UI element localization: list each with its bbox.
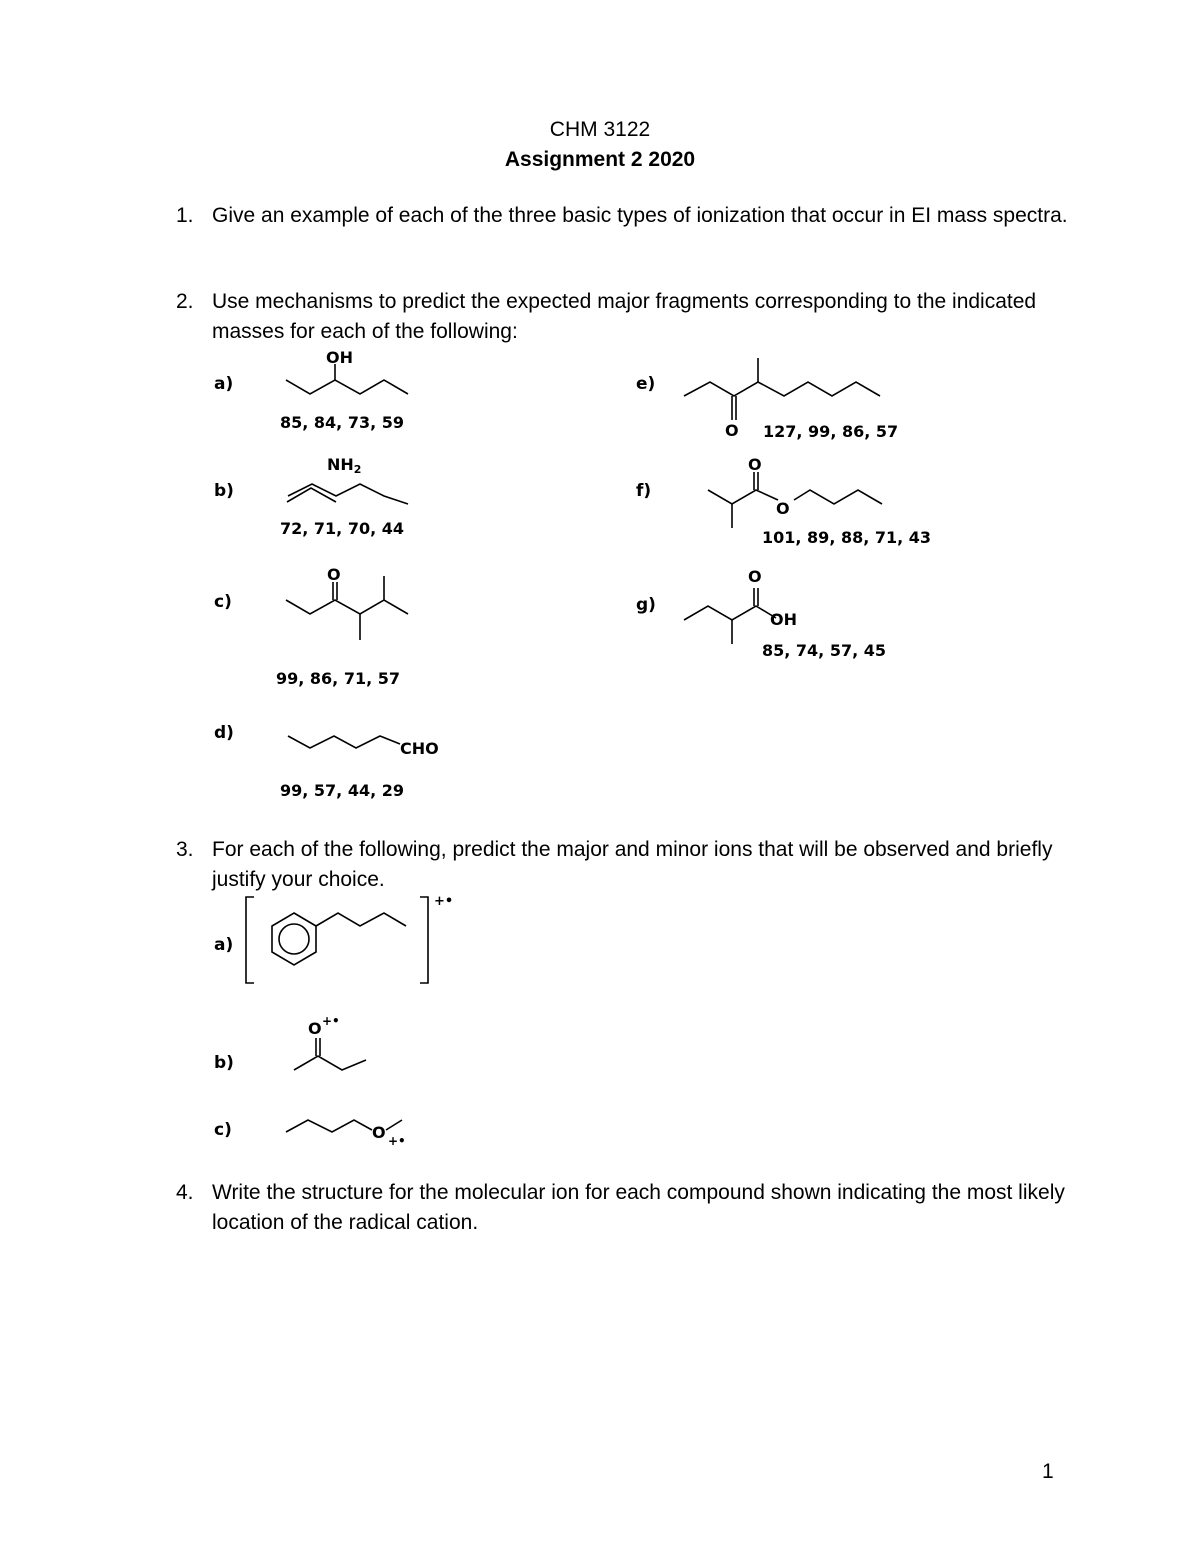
q3b-structure	[290, 1032, 380, 1080]
q3c-radical-cation-charge: +•	[388, 1134, 406, 1148]
q2g-label: g)	[636, 595, 656, 615]
q2b-nh2-bond	[280, 476, 420, 516]
question-3-number: 3.	[176, 838, 194, 861]
q2c-carbonyl-atom: O	[327, 565, 341, 584]
q3c-label: c)	[214, 1120, 232, 1140]
question-4-number: 4.	[176, 1181, 194, 1204]
q3b-label: b)	[214, 1053, 234, 1073]
q2e-masses: 127, 99, 86, 57	[763, 422, 899, 441]
q2c-label: c)	[214, 592, 232, 612]
q3a-radical-cation-charge: +•	[434, 894, 454, 909]
assignment-title: Assignment 2 2020	[504, 148, 696, 171]
q2a-masses: 85, 84, 73, 59	[280, 413, 405, 432]
q2a-structure	[280, 370, 420, 410]
q3b-radical-cation-charge: +•	[322, 1014, 340, 1028]
q2f-ester-oxygen: O	[776, 499, 790, 518]
q2g-hydroxyl-atom: OH	[770, 610, 797, 629]
q2d-aldehyde-group: CHO	[400, 739, 439, 758]
q3a-structure	[240, 893, 460, 988]
q2e-label: e)	[636, 374, 656, 394]
q3b-oxygen-atom: O	[308, 1019, 322, 1038]
q2a-hydroxyl-atom: OH	[326, 348, 353, 367]
q2b-label: b)	[214, 481, 234, 501]
q2f-label: f)	[636, 481, 652, 501]
page-number: 1	[1042, 1460, 1054, 1483]
q2g-masses: 85, 74, 57, 45	[762, 641, 887, 660]
question-2-number: 2.	[176, 290, 194, 313]
question-3-text: For each of the following, predict the major and minor ions that will be observed and briefly justify your choice.	[212, 838, 1053, 891]
q2b-amine-atom: $NH_2$	[327, 455, 362, 476]
q2d-masses: 99, 57, 44, 29	[280, 781, 405, 800]
q2b-masses: 72, 71, 70, 44	[280, 519, 405, 538]
q2e-carbonyl-atom: O	[725, 421, 739, 440]
q2a-label: a)	[214, 374, 234, 394]
q2g-carbonyl-atom: O	[748, 567, 762, 586]
q3c-oxygen-atom: O	[372, 1123, 386, 1142]
q2c-structure	[280, 580, 420, 650]
q2c-masses: 99, 86, 71, 57	[276, 669, 401, 688]
q2f-carbonyl-atom: O	[748, 455, 762, 474]
q2e-structure	[680, 352, 890, 422]
q3a-label: a)	[214, 935, 234, 955]
q2d-structure	[284, 728, 414, 758]
question-1-number: 1.	[176, 204, 194, 227]
q2f-masses: 101, 89, 88, 71, 43	[762, 528, 932, 547]
question-2-text: Use mechanisms to predict the expected major fragments corresponding to the indicated masses for each of the following:	[212, 290, 1037, 343]
question-1-text: Give an example of each of the three basic types of ionization that occur in EI mass spectra.	[212, 204, 1068, 227]
q2d-label: d)	[214, 723, 234, 743]
course-title: CHM 3122	[549, 118, 651, 141]
question-4-text: Write the structure for the molecular ion for each compound shown indicating the most likely location of the radical cation.	[212, 1181, 1065, 1234]
